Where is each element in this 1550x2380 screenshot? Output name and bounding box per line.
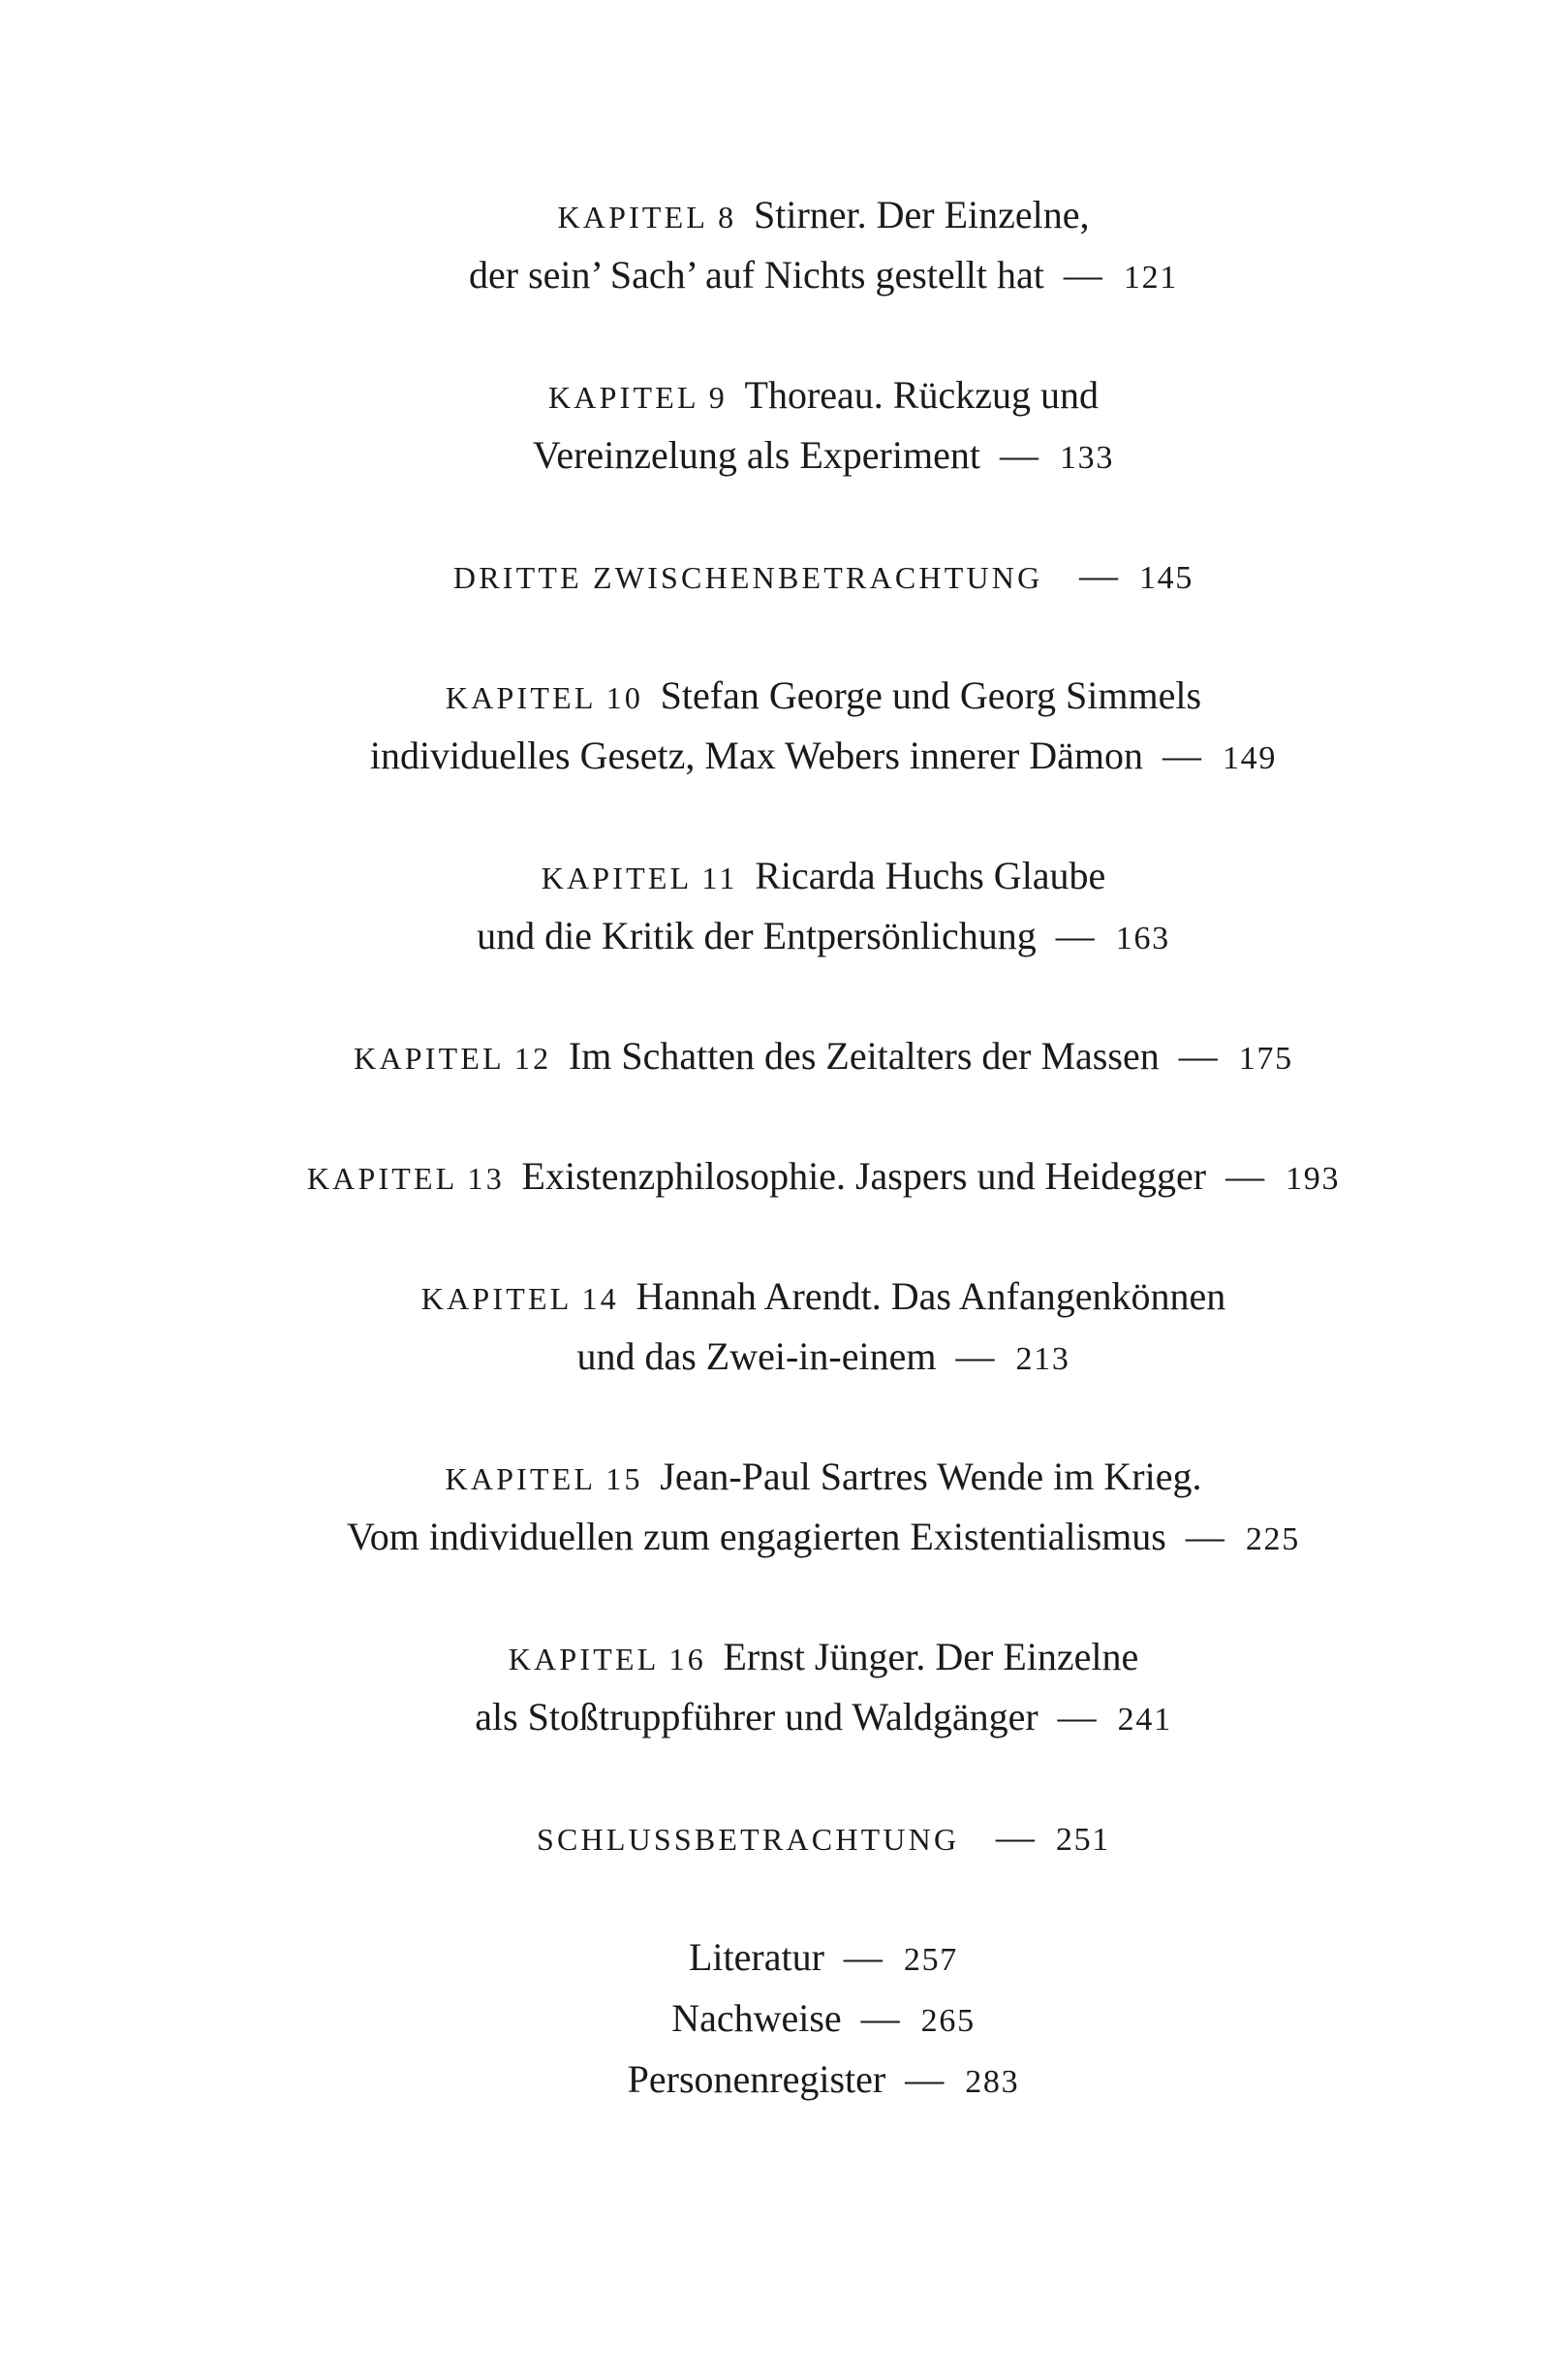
toc-line	[97, 1328, 1550, 1389]
toc-line	[97, 1027, 1550, 1088]
toc-line	[97, 1508, 1550, 1569]
toc-line	[97, 2051, 1550, 2112]
dash-separator: —	[905, 2057, 945, 2101]
chapter-label: KAPITEL 16	[508, 1642, 706, 1676]
toc-line	[97, 1928, 1550, 1989]
entry-title: Thoreau. Rückzug und	[744, 373, 1099, 417]
page-number: 251	[1055, 1822, 1111, 1858]
chapter-label: KAPITEL 14	[420, 1281, 619, 1316]
toc-entry-kapitel-9	[97, 366, 1550, 487]
entry-title: Stefan George und Georg Simmels	[660, 673, 1202, 717]
entry-title: Existenzphilosophie. Jaspers und Heidegger	[521, 1154, 1207, 1198]
page-number: 175	[1238, 1041, 1293, 1077]
toc-entry-kapitel-11	[97, 847, 1550, 968]
toc-line	[97, 547, 1550, 608]
dash-separator: —	[995, 1815, 1035, 1859]
page-number: 257	[903, 1942, 959, 1978]
toc-entry-kapitel-12	[97, 1027, 1550, 1088]
toc-line	[97, 727, 1550, 788]
chapter-label: KAPITEL 10	[445, 680, 644, 715]
toc-line	[97, 907, 1550, 968]
entry-title: Vereinzelung als Experiment	[532, 433, 980, 477]
chapter-label: KAPITEL 8	[557, 200, 737, 235]
toc-line	[97, 1628, 1550, 1688]
page-number: 265	[920, 2003, 976, 2039]
dash-separator: —	[1078, 553, 1118, 597]
chapter-label: KAPITEL 15	[445, 1461, 643, 1496]
dash-separator: —	[1055, 914, 1095, 957]
entry-title: Im Schatten des Zeitalters der Massen	[568, 1034, 1160, 1078]
dash-separator: —	[1178, 1034, 1218, 1078]
page-number: 213	[1015, 1341, 1070, 1377]
chapter-label: KAPITEL 11	[541, 861, 738, 895]
dash-separator: —	[1225, 1154, 1265, 1198]
toc-line	[97, 366, 1550, 426]
page-number: 283	[965, 2064, 1020, 2100]
toc-line	[97, 426, 1550, 487]
entry-title: und das Zwei-in-einem	[576, 1334, 937, 1378]
toc-entry-kapitel-14	[97, 1268, 1550, 1389]
dash-separator: —	[955, 1334, 995, 1378]
toc-entry-kapitel-10	[97, 667, 1550, 788]
entry-title: Literatur	[688, 1935, 824, 1979]
entry-title: Stirner. Der Einzelne,	[753, 193, 1090, 236]
toc-line	[97, 246, 1550, 307]
entry-title: Jean-Paul Sartres Wende im Krieg.	[660, 1455, 1202, 1498]
toc-line	[97, 1147, 1550, 1208]
entry-title: individuelles Gesetz, Max Webers innerer Dämon	[369, 734, 1143, 777]
toc-line	[97, 1268, 1550, 1328]
toc-line	[97, 1989, 1550, 2051]
chapter-label: KAPITEL 9	[548, 380, 728, 415]
toc-line	[97, 1448, 1550, 1508]
page-number: 163	[1115, 921, 1170, 956]
page-number: 145	[1138, 560, 1194, 596]
page-number: 241	[1117, 1702, 1172, 1738]
entry-title: der sein’ Sach’ auf Nichts gestellt hat	[469, 253, 1044, 297]
toc-line	[97, 1688, 1550, 1749]
toc-entry-dritte-zwischenbetrachtung	[97, 547, 1550, 608]
toc-line	[97, 667, 1550, 727]
toc-entry-kapitel-15	[97, 1448, 1550, 1569]
entry-title: Ernst Jünger. Der Einzelne	[723, 1635, 1139, 1678]
entry-title: als Stoßtruppführer und Waldgänger	[475, 1695, 1038, 1738]
dash-separator: —	[1063, 253, 1102, 297]
toc-line	[97, 1808, 1550, 1869]
entry-title: Ricarda Huchs Glaube	[755, 854, 1106, 897]
dash-separator: —	[843, 1935, 883, 1979]
toc-entry-backmatter	[97, 1928, 1550, 2112]
entry-title: Vom individuellen zum engagierten Existentialismus	[347, 1515, 1166, 1558]
toc-line	[97, 847, 1550, 907]
page-number: 225	[1245, 1521, 1300, 1557]
toc-entry-kapitel-8	[97, 186, 1550, 307]
toc-entry-schlussbetrachtung	[97, 1808, 1550, 1869]
page-number: 149	[1222, 740, 1278, 776]
dash-separator: —	[1185, 1515, 1224, 1558]
page-number: 193	[1286, 1161, 1341, 1197]
chapter-label: SCHLUSSBETRACHTUNG	[536, 1822, 960, 1857]
chapter-label: KAPITEL 12	[354, 1041, 552, 1076]
dash-separator: —	[860, 1996, 900, 2040]
entry-title: und die Kritik der Entpersönlichung	[477, 914, 1037, 957]
chapter-label: DRITTE ZWISCHENBETRACHTUNG	[452, 560, 1043, 595]
page-number: 121	[1123, 260, 1178, 296]
chapter-label: KAPITEL 13	[306, 1161, 505, 1196]
toc-line	[97, 186, 1550, 246]
dash-separator: —	[999, 433, 1038, 477]
toc-entry-kapitel-16	[97, 1628, 1550, 1749]
entry-title: Hannah Arendt. Das Anfangenkönnen	[636, 1274, 1226, 1318]
page-number: 133	[1059, 440, 1115, 476]
entry-title: Nachweise	[671, 1996, 842, 2040]
dash-separator: —	[1162, 734, 1201, 777]
entry-title: Personenregister	[627, 2057, 886, 2101]
toc-entry-kapitel-13	[97, 1147, 1550, 1208]
dash-separator: —	[1057, 1695, 1097, 1738]
